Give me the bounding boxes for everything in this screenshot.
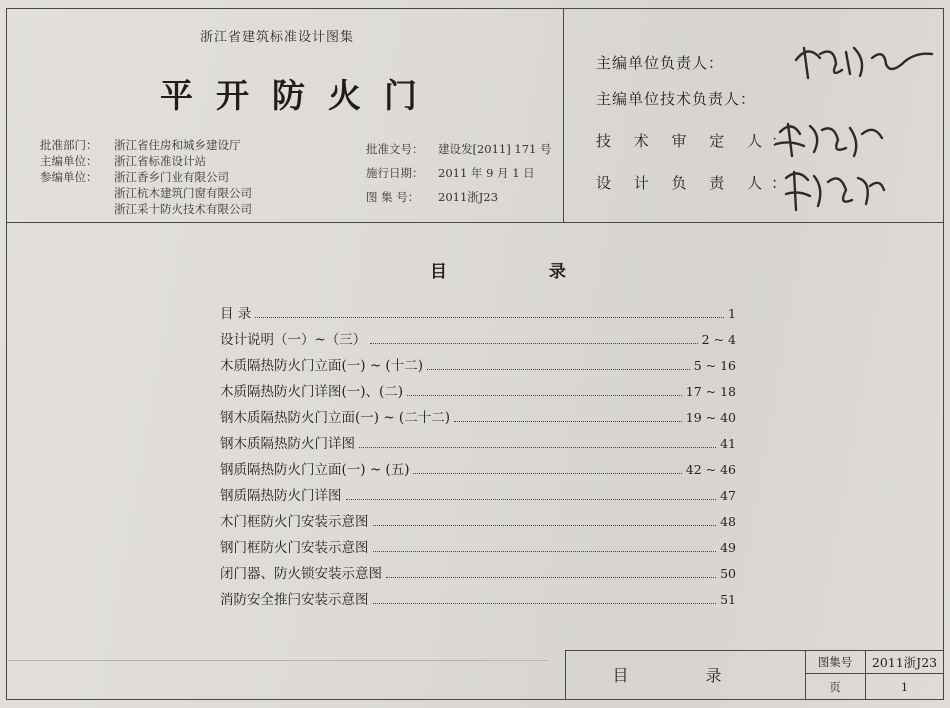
- signature-2: [770, 112, 890, 164]
- page-cell: 1: [900, 679, 909, 694]
- toc-leader-dots: [359, 447, 716, 448]
- toc-item-page: 50: [720, 566, 736, 581]
- toc-leader-dots: [373, 525, 717, 526]
- toc-item-label: 闭门器、防火锁安装示意图: [220, 566, 382, 582]
- atlas-no-cell: 2011浙J23: [871, 654, 938, 670]
- toc-title: 目 录: [430, 262, 614, 282]
- page-cell-label: 页: [829, 679, 841, 694]
- toc-leader-dots: [373, 551, 717, 552]
- chief-unit-label: 主编单位：: [40, 154, 98, 168]
- toc-item-label: 钢木质隔热防火门详图: [220, 436, 355, 452]
- toc-item-label: 木质隔热防火门立面(一) ~ (十二): [220, 358, 423, 374]
- approval-doc: 建设发[2011] 171 号: [438, 142, 552, 156]
- toc-item-label: 钢门框防火门安装示意图: [220, 540, 369, 556]
- org-info: [40, 137, 252, 217]
- toc-item-page: 51: [720, 592, 736, 607]
- toc-item-label: 设计说明（一）~（三）: [220, 332, 367, 348]
- toc-item: [220, 484, 736, 510]
- toc-leader-dots: [370, 343, 697, 344]
- atlas-no-label: 图 集 号：: [366, 190, 420, 204]
- signature-3: [780, 160, 890, 216]
- participant-3: 浙江采十防火技术有限公司: [114, 202, 252, 216]
- toc-leader-dots: [407, 395, 682, 396]
- toc-item: [220, 328, 736, 354]
- toc-item-page: 19 ~ 40: [685, 410, 736, 425]
- toc-item-page: 17 ~ 18: [685, 384, 736, 399]
- toc-item: [220, 510, 736, 536]
- toc-item: [220, 380, 736, 406]
- toc-item-page: 5 ~ 16: [693, 358, 736, 373]
- tech-responsible-label: 主编单位技术负责人：: [596, 90, 757, 108]
- toc-item-label: 木门框防火门安装示意图: [220, 514, 369, 530]
- participants-label: 参编单位：: [40, 170, 98, 184]
- header-divider: [6, 222, 944, 223]
- approval-doc-label: 批准文号：: [366, 142, 424, 156]
- effective-date: 2011 年 9 月 1 日: [438, 166, 535, 180]
- toc-leader-dots: [454, 421, 682, 422]
- toc-leader-dots: [373, 603, 717, 604]
- approval-dept-label: 批准部门：: [40, 138, 98, 152]
- participant-1: 浙江香乡门业有限公司: [114, 170, 229, 184]
- toc-item: [220, 406, 736, 432]
- toc-item-page: 47: [720, 488, 736, 503]
- chief-unit-responsible-label: 主编单位负责人：: [596, 54, 725, 72]
- effective-date-label: 施行日期：: [366, 166, 424, 180]
- toc-item-page: 48: [720, 514, 736, 529]
- toc-leader-dots: [346, 499, 717, 500]
- chief-unit: 浙江省标准设计站: [114, 154, 206, 168]
- toc-item-label: 钢质隔热防火门详图: [220, 488, 342, 504]
- toc-item: [220, 354, 736, 380]
- approval-dept: 浙江省住房和城乡建设厅: [114, 138, 241, 152]
- toc-item-page: 1: [728, 306, 736, 321]
- main-title: 平开防火门: [160, 76, 440, 115]
- series-title: 浙江省建筑标准设计图集: [200, 30, 355, 45]
- toc-item-page: 41: [720, 436, 736, 451]
- toc-item: [220, 536, 736, 562]
- signature-1: [790, 34, 940, 86]
- toc-item-label: 消防安全推闩安装示意图: [220, 592, 369, 608]
- doc-info: [366, 137, 552, 209]
- toc-leader-dots: [427, 369, 690, 370]
- toc-item-page: 42 ~ 46: [685, 462, 736, 477]
- toc-leader-dots: [386, 577, 716, 578]
- toc-item-label: 目 录: [220, 306, 252, 322]
- toc-item: [220, 302, 736, 328]
- toc-item-label: 钢木质隔热防火门立面(一) ~ (二十二): [220, 410, 450, 426]
- ghost-lines: [8, 660, 548, 699]
- participant-2: 浙江杭木建筑门窗有限公司: [114, 186, 252, 200]
- toc-item-page: 2 ~ 4: [701, 332, 736, 347]
- design-lead-label: 设 计 负 责 人：: [596, 174, 796, 192]
- toc-leader-dots: [255, 317, 724, 318]
- toc-item-label: 钢质隔热防火门立面(一) ~ (五): [220, 462, 410, 478]
- toc-item-page: 49: [720, 540, 736, 555]
- toc-item: [220, 562, 736, 588]
- reviewer-label: 技 术 审 定 人：: [596, 132, 796, 150]
- toc-item: [220, 588, 736, 614]
- toc-list: [220, 302, 736, 614]
- header-vertical-divider: [563, 8, 564, 222]
- toc-item: [220, 458, 736, 484]
- drawing-name: 目 录: [612, 665, 758, 685]
- atlas-no: 2011浙J23: [438, 190, 499, 204]
- toc-item-label: 木质隔热防火门详图(一)、(二): [220, 384, 404, 400]
- atlas-no-cell-label: 图集号: [817, 654, 853, 669]
- toc-leader-dots: [413, 473, 681, 474]
- toc-item: [220, 432, 736, 458]
